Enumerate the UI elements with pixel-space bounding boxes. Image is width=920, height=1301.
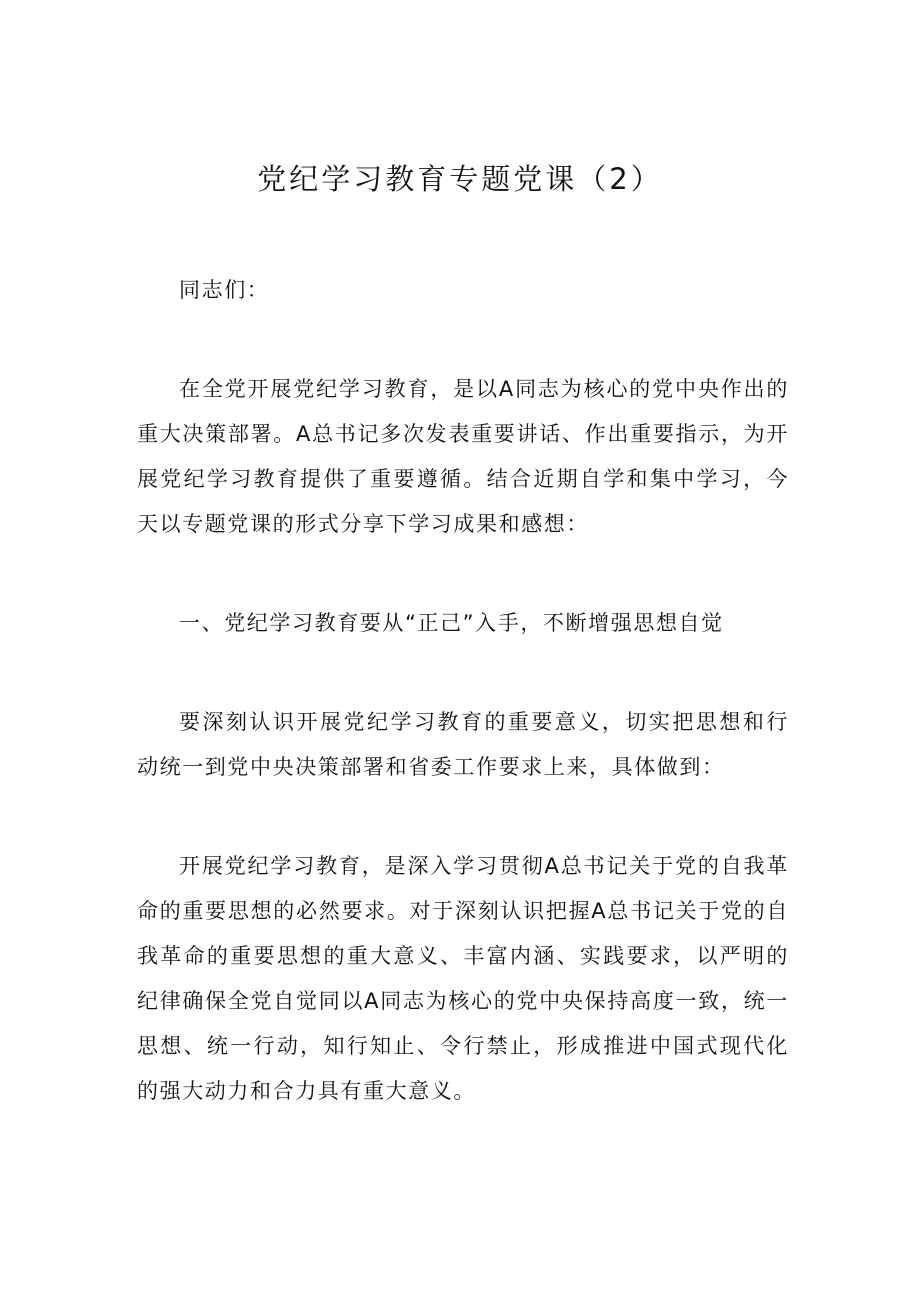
salutation: 同志们： <box>179 278 270 302</box>
document-title: 党纪学习教育专题党课（2） <box>257 162 663 197</box>
paragraph-gap <box>137 547 789 601</box>
paragraph-gap <box>137 646 789 700</box>
section-heading: 一、党纪学习教育要从“正己”入手，不断增强思想自觉 <box>179 611 724 635</box>
body-paragraph: 开展党纪学习教育，是深入学习贯彻A总书记关于党的自我革命的重要思想的必然要求。对于深刻认识把握A总书记关于党的自我革命的重要思想的重大意义、丰富内涵、实践要求，以严明的纪律确保全党自觉同以A同志为核心的党中央保持高度一致，统一思想、统一行动，知行知止、令行禁止，形成推进中国式现代化的强大动力和合力具有重大意义。 <box>137 854 789 1103</box>
intro-paragraph: 在全党开展党纪学习教育，是以A同志为核心的党中央作出的重大决策部署。A总书记多次发表重要讲话、作出重要指示，为开展党纪学习教育提供了重要遵循。结合近期自学和集中学习，今天以专题党课的形式分享下学习成果和感想： <box>137 377 789 536</box>
body-paragraph: 要深刻认识开展党纪学习教育的重要意义，切实把思想和行动统一到党中央决策部署和省委工作要求上来，具体做到： <box>137 710 789 779</box>
paragraph-gap <box>137 313 789 367</box>
document-body <box>137 268 789 1114</box>
paragraph-gap <box>137 790 789 844</box>
